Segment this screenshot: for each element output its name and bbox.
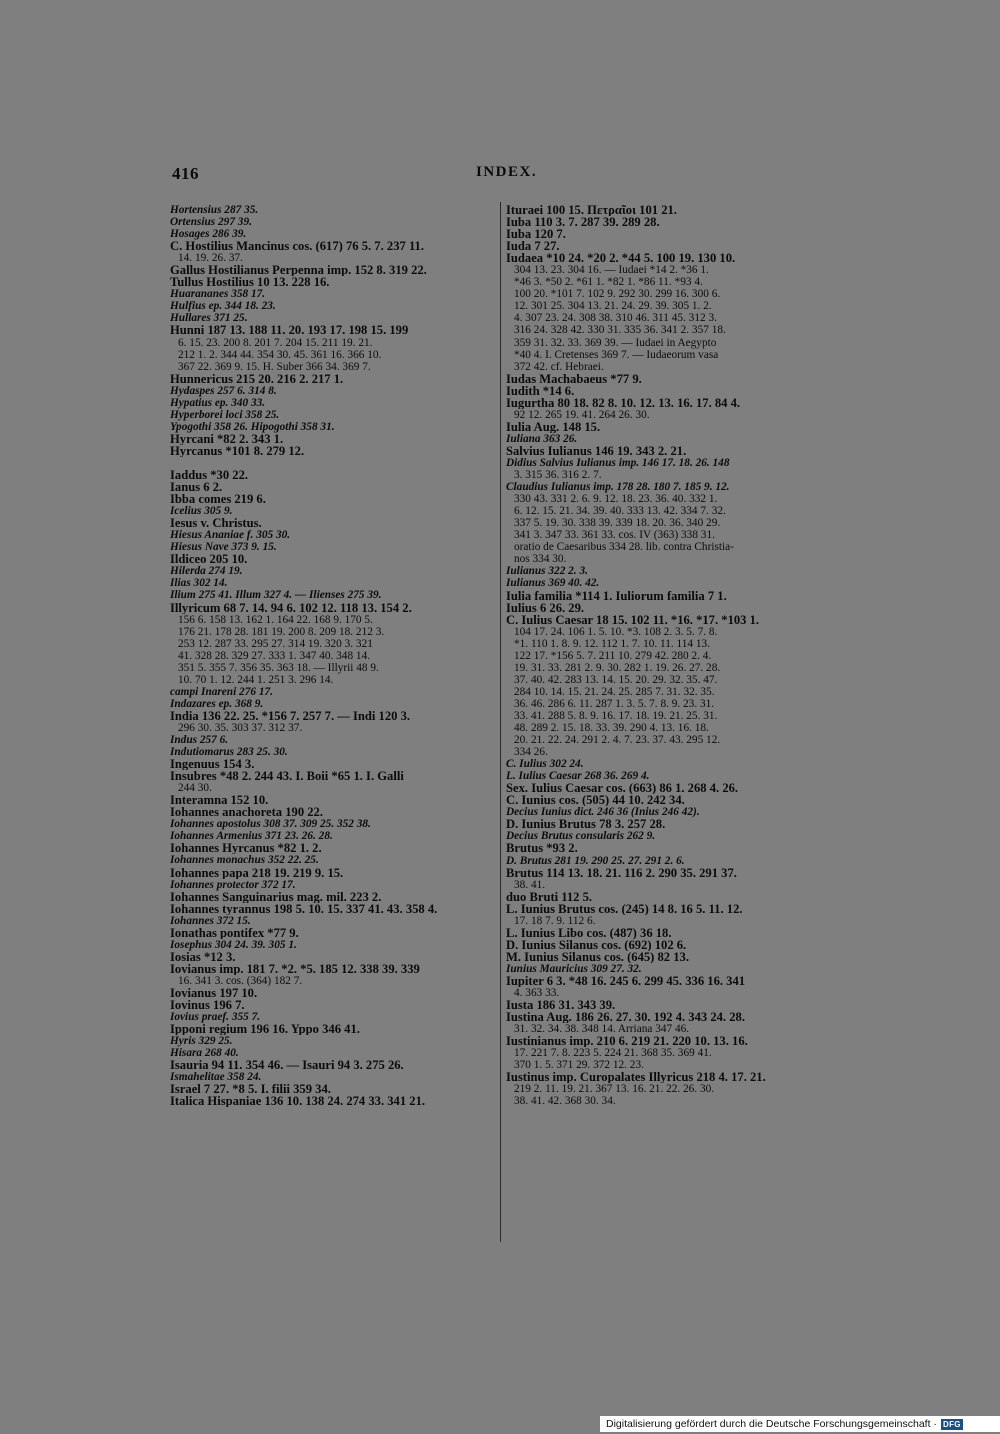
index-entry: 14. 19. 26. 37.	[178, 252, 243, 265]
index-entry: 176 21. 178 28. 181 19. 200 8. 209 18. 212 3.	[178, 625, 385, 638]
index-entry: duo Bruti 112 5.	[506, 890, 593, 903]
index-entry: Iovinus 196 7.	[170, 999, 245, 1012]
index-entry: 10. 70 1. 12. 244 1. 251 3. 296 14.	[178, 673, 334, 686]
index-entry: 100 20. *101 7. 102 9. 292 30. 299 16. 300 6.	[514, 288, 721, 301]
index-entry: 334 26.	[514, 746, 548, 759]
index-entry: D. Iunius Silanus cos. (692) 102 6.	[506, 938, 687, 951]
index-entry: Ildiceo 205 10.	[170, 553, 248, 566]
index-entry: 372 42. cf. Hebraei.	[514, 360, 604, 373]
index-entry: Tullus Hostilius 10 13. 228 16.	[170, 276, 330, 289]
index-entry: C. Hostilius Mancinus cos. (617) 76 5. 7. 237 11.	[170, 240, 424, 253]
index-entry: Indus 257 6.	[170, 734, 229, 747]
index-entry: 253 12. 287 33. 295 27. 314 19. 320 3. 321	[178, 637, 373, 650]
index-entry: Iuliana 363 26.	[506, 432, 578, 445]
index-entry: Hypatius ep. 340 33.	[170, 396, 266, 409]
index-entry: 12. 301 25. 304 13. 21. 24. 29. 39. 305 1. 2.	[514, 300, 712, 313]
index-entry: Iesus v. Christus.	[170, 517, 262, 530]
index-entry: Hisara 268 40.	[170, 1047, 239, 1060]
column-divider	[500, 202, 501, 1242]
index-entry: Claudius Iulianus imp. 178 28. 180 7. 185 9. 12.	[506, 481, 730, 494]
index-entry: 296 30. 35. 303 37. 312 37.	[178, 721, 303, 734]
index-entry: Ilias 302 14.	[170, 577, 228, 590]
index-entry: Iulia Aug. 148 15.	[506, 420, 601, 433]
index-entry: Hyrcanus *101 8. 279 12.	[170, 444, 305, 457]
index-entry: Hosages 286 39.	[170, 228, 247, 241]
index-entry: Ituraei 100 15. Πετραῖοι 101 21.	[506, 204, 677, 217]
index-entry: 359 31. 32. 33. 369 39. — Iudaei in Aegypto	[514, 336, 717, 349]
index-entry: Iohannes Sanguinarius mag. mil. 223 2.	[170, 890, 382, 903]
index-entry: *46 3. *50 2. *61 1. *82 1. *86 11. *93 4.	[514, 276, 703, 289]
index-entry: Iusta 186 31. 343 39.	[506, 999, 616, 1012]
index-entry: Iohannes 372 15.	[170, 914, 251, 927]
index-entry: Iovius praef. 355 7.	[170, 1011, 261, 1024]
index-entry: Ypogothi 358 26. Hipogothi 358 31.	[170, 420, 335, 433]
index-entry: Iuda 7 27.	[506, 240, 560, 253]
index-entry: Iaddus *30 22.	[170, 468, 249, 482]
index-entry: C. Iulius 302 24.	[506, 758, 584, 771]
index-entry: Brutus 114 13. 18. 21. 116 2. 290 35. 291 37.	[506, 866, 737, 879]
index-entry: Hyperborei loci 358 25.	[170, 408, 280, 421]
index-entry: Sex. Iulius Caesar cos. (663) 86 1. 268 4. 26.	[506, 782, 739, 795]
index-entry: 38. 41.	[514, 878, 546, 891]
index-entry: 156 6. 158 13. 162 1. 164 22. 168 9. 170 5.	[178, 613, 373, 626]
index-entry: 330 43. 331 2. 6. 9. 12. 18. 23. 36. 40. 332 1.	[514, 493, 718, 506]
index-entry: Hullares 371 25.	[170, 312, 248, 325]
index-entry: 20. 21. 22. 24. 291 2. 4. 7. 23. 37. 43. 295 12.	[514, 734, 721, 747]
index-entry: Ianus 6 2.	[170, 481, 223, 494]
index-entry: campi Inareni 276 17.	[170, 685, 273, 698]
index-entry: Interamna 152 10.	[170, 794, 269, 807]
index-entry: Icelius 305 9.	[170, 505, 233, 518]
index-entry: 41. 328 28. 329 27. 333 1. 347 40. 348 14.	[178, 649, 371, 662]
index-entry: Iugurtha 80 18. 82 8. 10. 12. 13. 16. 17. 84 4.	[506, 396, 741, 409]
index-entry: Illyricum 68 7. 14. 94 6. 102 12. 118 13. 154 2.	[170, 601, 412, 614]
index-entry: Iohannes monachus 352 22. 25.	[170, 854, 319, 867]
index-entry: Salvius Iulianus 146 19. 343 2. 21.	[506, 444, 687, 457]
index-entry: 31. 32. 34. 38. 348 14. Arriana 347 46.	[514, 1023, 690, 1036]
index-entry: 19. 31. 33. 281 2. 9. 30. 282 1. 19. 26. 27. 28.	[514, 661, 721, 674]
index-entry: Huarananes 358 17.	[170, 288, 266, 301]
index-entry: 351 5. 355 7. 356 35. 363 18. — Illyrii 48 9.	[178, 661, 379, 674]
index-entry: Ortensius 297 39.	[170, 216, 252, 229]
index-entry: M. Iunius Silanus cos. (645) 82 13.	[506, 950, 689, 963]
index-entry: Hyris 329 25.	[170, 1035, 233, 1048]
index-entry: Decius Brutus consularis 262 9.	[506, 830, 656, 843]
index-entry: Israel 7 27. *8 5. I. filii 359 34.	[170, 1083, 331, 1096]
index-entry: Ingenuus 154 3.	[170, 758, 255, 771]
index-entry: Ionathas pontifex *77 9.	[170, 926, 299, 939]
funding-footer	[600, 1416, 1000, 1432]
index-entry: 304 13. 23. 304 16. — Iudaei *14 2. *36 1.	[514, 264, 709, 277]
index-entry: Iudas Machabaeus *77 9.	[506, 372, 642, 385]
index-entry: Insubres *48 2. 244 43. I. Boii *65 1. I. Galli	[170, 770, 404, 783]
index-entry: Iohannes apostolus 308 37. 309 25. 352 38.	[170, 818, 371, 831]
index-entry: Isauria 94 11. 354 46. — Isauri 94 3. 275 26.	[170, 1059, 404, 1072]
index-entry: L. Iunius Brutus cos. (245) 14 8. 16 5. 11. 12.	[506, 902, 743, 915]
index-entry: L. Iulius Caesar 268 36. 269 4.	[506, 770, 650, 783]
page-title: INDEX.	[476, 164, 538, 180]
index-entry: 370 1. 5. 371 29. 372 12. 23.	[514, 1059, 644, 1072]
index-entry: C. Iunius cos. (505) 44 10. 242 34.	[506, 794, 685, 807]
index-entry: Italica Hispaniae 136 10. 138 24. 274 33. 341 21.	[170, 1095, 426, 1108]
index-column-right	[506, 204, 834, 1108]
index-entry: Hiesus Ananiae f. 305 30.	[170, 529, 291, 542]
index-entry: 341 3. 347 33. 361 33. cos. IV (363) 338 31.	[514, 529, 715, 542]
index-entry: 36. 46. 286 6. 11. 287 1. 3. 5. 7. 8. 9. 23. 31.	[514, 697, 715, 710]
index-entry: 219 2. 11. 19. 21. 367 13. 16. 21. 22. 26. 30.	[514, 1083, 715, 1096]
index-entry: Hortensius 287 35.	[170, 204, 259, 216]
index-entry: 48. 289 2. 15. 18. 33. 39. 290 4. 13. 16. 18.	[514, 722, 709, 735]
index-entry: Iuba 120 7.	[506, 228, 566, 241]
index-entry: 38. 41. 42. 368 30. 34.	[514, 1095, 616, 1108]
index-entry: D. Iunius Brutus 78 3. 257 28.	[506, 818, 666, 831]
index-entry: Indutiomarus 283 25. 30.	[170, 746, 288, 759]
index-entry: Iupiter 6 3. *48 16. 245 6. 299 45. 336 16. 341	[506, 975, 746, 988]
index-entry: 337 5. 19. 30. 338 39. 339 18. 20. 36. 340 29.	[514, 517, 721, 530]
index-entry: Iosephus 304 24. 39. 305 1.	[170, 938, 297, 951]
footer-text: Digitalisierung gefördert durch die Deutsche Forschungsgemeinschaft ·	[606, 1418, 937, 1430]
index-entry: Brutus *93 2.	[506, 842, 578, 855]
index-entry: Gallus Hostilianus Perpenna imp. 152 8. 319 22.	[170, 264, 427, 277]
index-entry: Hunni 187 13. 188 11. 20. 193 17. 198 15. 199	[170, 324, 409, 337]
index-entry: Iovianus 197 10.	[170, 987, 258, 1000]
index-entry: Iulianus 369 40. 42.	[506, 577, 600, 590]
index-entry: *1. 110 1. 8. 9. 12. 112 1. 7. 10. 11. 114 13.	[514, 637, 711, 650]
index-entry: Ilium 275 41. Illum 327 4. — Ilienses 275 39.	[170, 589, 382, 602]
index-entry: Iustinus imp. Curopalates Illyricus 218 4. 17. 21.	[506, 1071, 766, 1084]
index-entry: Iulius 6 26. 29.	[506, 601, 585, 614]
index-entry: L. Iunius Libo cos. (487) 36 18.	[506, 926, 672, 939]
index-entry: 33. 41. 288 5. 8. 9. 16. 17. 18. 19. 21. 25. 31.	[514, 709, 718, 722]
index-entry: Iustinianus imp. 210 6. 219 21. 220 10. 13. 16.	[506, 1035, 748, 1048]
index-entry: Hyrcani *82 2. 343 1.	[170, 432, 284, 445]
index-entry: C. Iulius Caesar 18 15. 102 11. *16. *17. *103 1.	[506, 613, 760, 626]
index-entry: Iosias *12 3.	[170, 950, 236, 963]
index-entry: 6. 12. 15. 21. 34. 39. 40. 333 13. 42. 334 7. 32.	[514, 505, 726, 518]
index-entry: Iohannes papa 218 19. 219 9. 15.	[170, 866, 344, 879]
index-entry: Iohannes anachoreta 190 22.	[170, 806, 324, 819]
index-entry: Ibba comes 219 6.	[170, 493, 266, 506]
index-entry: nos 334 30.	[514, 553, 567, 566]
index-entry: 16. 341 3. cos. (364) 182 7.	[178, 974, 303, 987]
index-entry: Iohannes Armenius 371 23. 26. 28.	[170, 830, 333, 843]
index-entry: Hunnericus 215 20. 216 2. 217 1.	[170, 372, 344, 385]
index-entry: Hydaspes 257 6. 314 8.	[170, 384, 277, 397]
index-entry: 104 17. 24. 106 1. 5. 10. *3. 108 2. 3. 5. 7. 8.	[514, 625, 718, 638]
index-entry: Iohannes Hyrcanus *82 1. 2.	[170, 842, 322, 855]
index-entry: 17. 18 7. 9. 112 6.	[514, 914, 596, 927]
index-entry: 4. 307 23. 24. 308 38. 310 46. 311 45. 312 3.	[514, 312, 717, 325]
index-entry: Iudaea *10 24. *20 2. *44 5. 100 19. 130 10.	[506, 252, 736, 265]
index-entry: 3. 315 36. 316 2. 7.	[514, 469, 602, 482]
index-entry: Ismahelitae 358 24.	[170, 1071, 262, 1084]
index-entry: 212 1. 2. 344 44. 354 30. 45. 361 16. 366 10.	[178, 348, 382, 361]
index-entry: 17. 221 7. 8. 223 5. 224 21. 368 35. 369 41.	[514, 1047, 712, 1060]
index-entry: 367 22. 369 9. 15. H. Suber 366 34. 369 7.	[178, 360, 371, 373]
dfg-logo-icon[interactable]: DFG	[941, 1419, 963, 1430]
index-entry: 316 24. 328 42. 330 31. 335 36. 341 2. 357 18.	[514, 324, 726, 337]
index-entry: Ipponi regium 196 16. Yppo 346 41.	[170, 1023, 360, 1036]
index-entry: Decius Iunius dict. 246 36 (Inius 246 42).	[506, 806, 700, 819]
index-entry: Indazares ep. 368 9.	[170, 697, 264, 710]
index-entry: Iovianus imp. 181 7. *2. *5. 185 12. 338 39. 339	[170, 962, 420, 975]
index-entry: Hiesus Nave 373 9. 15.	[170, 541, 277, 554]
index-entry: Iulianus 322 2. 3.	[506, 565, 588, 578]
index-entry: Iulia familia *114 1. Iuliorum familia 7 1.	[506, 589, 727, 602]
index-entry: 122 17. *156 5. 7. 211 10. 279 42. 280 2. 4.	[514, 649, 712, 662]
index-entry: 6. 15. 23. 200 8. 201 7. 204 15. 211 19. 21.	[178, 336, 373, 349]
page-number: 416	[172, 164, 199, 183]
index-entry: Iuba 110 3. 7. 287 39. 289 28.	[506, 216, 660, 229]
index-entry: Hilerda 274 19.	[170, 565, 243, 578]
index-entry: 284 10. 14. 15. 21. 24. 25. 285 7. 31. 32. 35.	[514, 685, 715, 698]
index-entry: 37. 40. 42. 283 13. 14. 15. 20. 29. 32. 35. 47.	[514, 673, 718, 686]
index-entry: oratio de Caesaribus 334 28. lib. contra Christia-	[514, 541, 734, 554]
index-entry: India 136 22. 25. *156 7. 257 7. — Indi 120 3.	[170, 709, 411, 722]
index-column-left	[170, 204, 495, 1107]
index-entry: Didius Salvius Iulianus imp. 146 17. 18. 26. 148	[506, 456, 730, 469]
index-entry: Iunius Mauricius 309 27. 32.	[506, 962, 642, 975]
index-entry: Iohannes tyrannus 198 5. 10. 15. 337 41. 43. 358 4.	[170, 902, 438, 915]
index-entry: Iohannes protector 372 17.	[170, 878, 296, 891]
index-entry: Hulfius ep. 344 18. 23.	[170, 300, 276, 313]
index-entry: *40 4. I. Cretenses 369 7. — Iudaeorum vasa	[514, 348, 719, 361]
index-entry: Iudith *14 6.	[506, 384, 575, 397]
index-entry: 244 30.	[178, 782, 212, 795]
index-entry: D. Brutus 281 19. 290 25. 27. 291 2. 6.	[506, 854, 685, 867]
index-entry: Iustina Aug. 186 26. 27. 30. 192 4. 343 24. 28.	[506, 1011, 745, 1024]
index-entry: 4. 363 33.	[514, 987, 560, 1000]
index-entry: 92 12. 265 19. 41. 264 26. 30.	[514, 408, 650, 421]
